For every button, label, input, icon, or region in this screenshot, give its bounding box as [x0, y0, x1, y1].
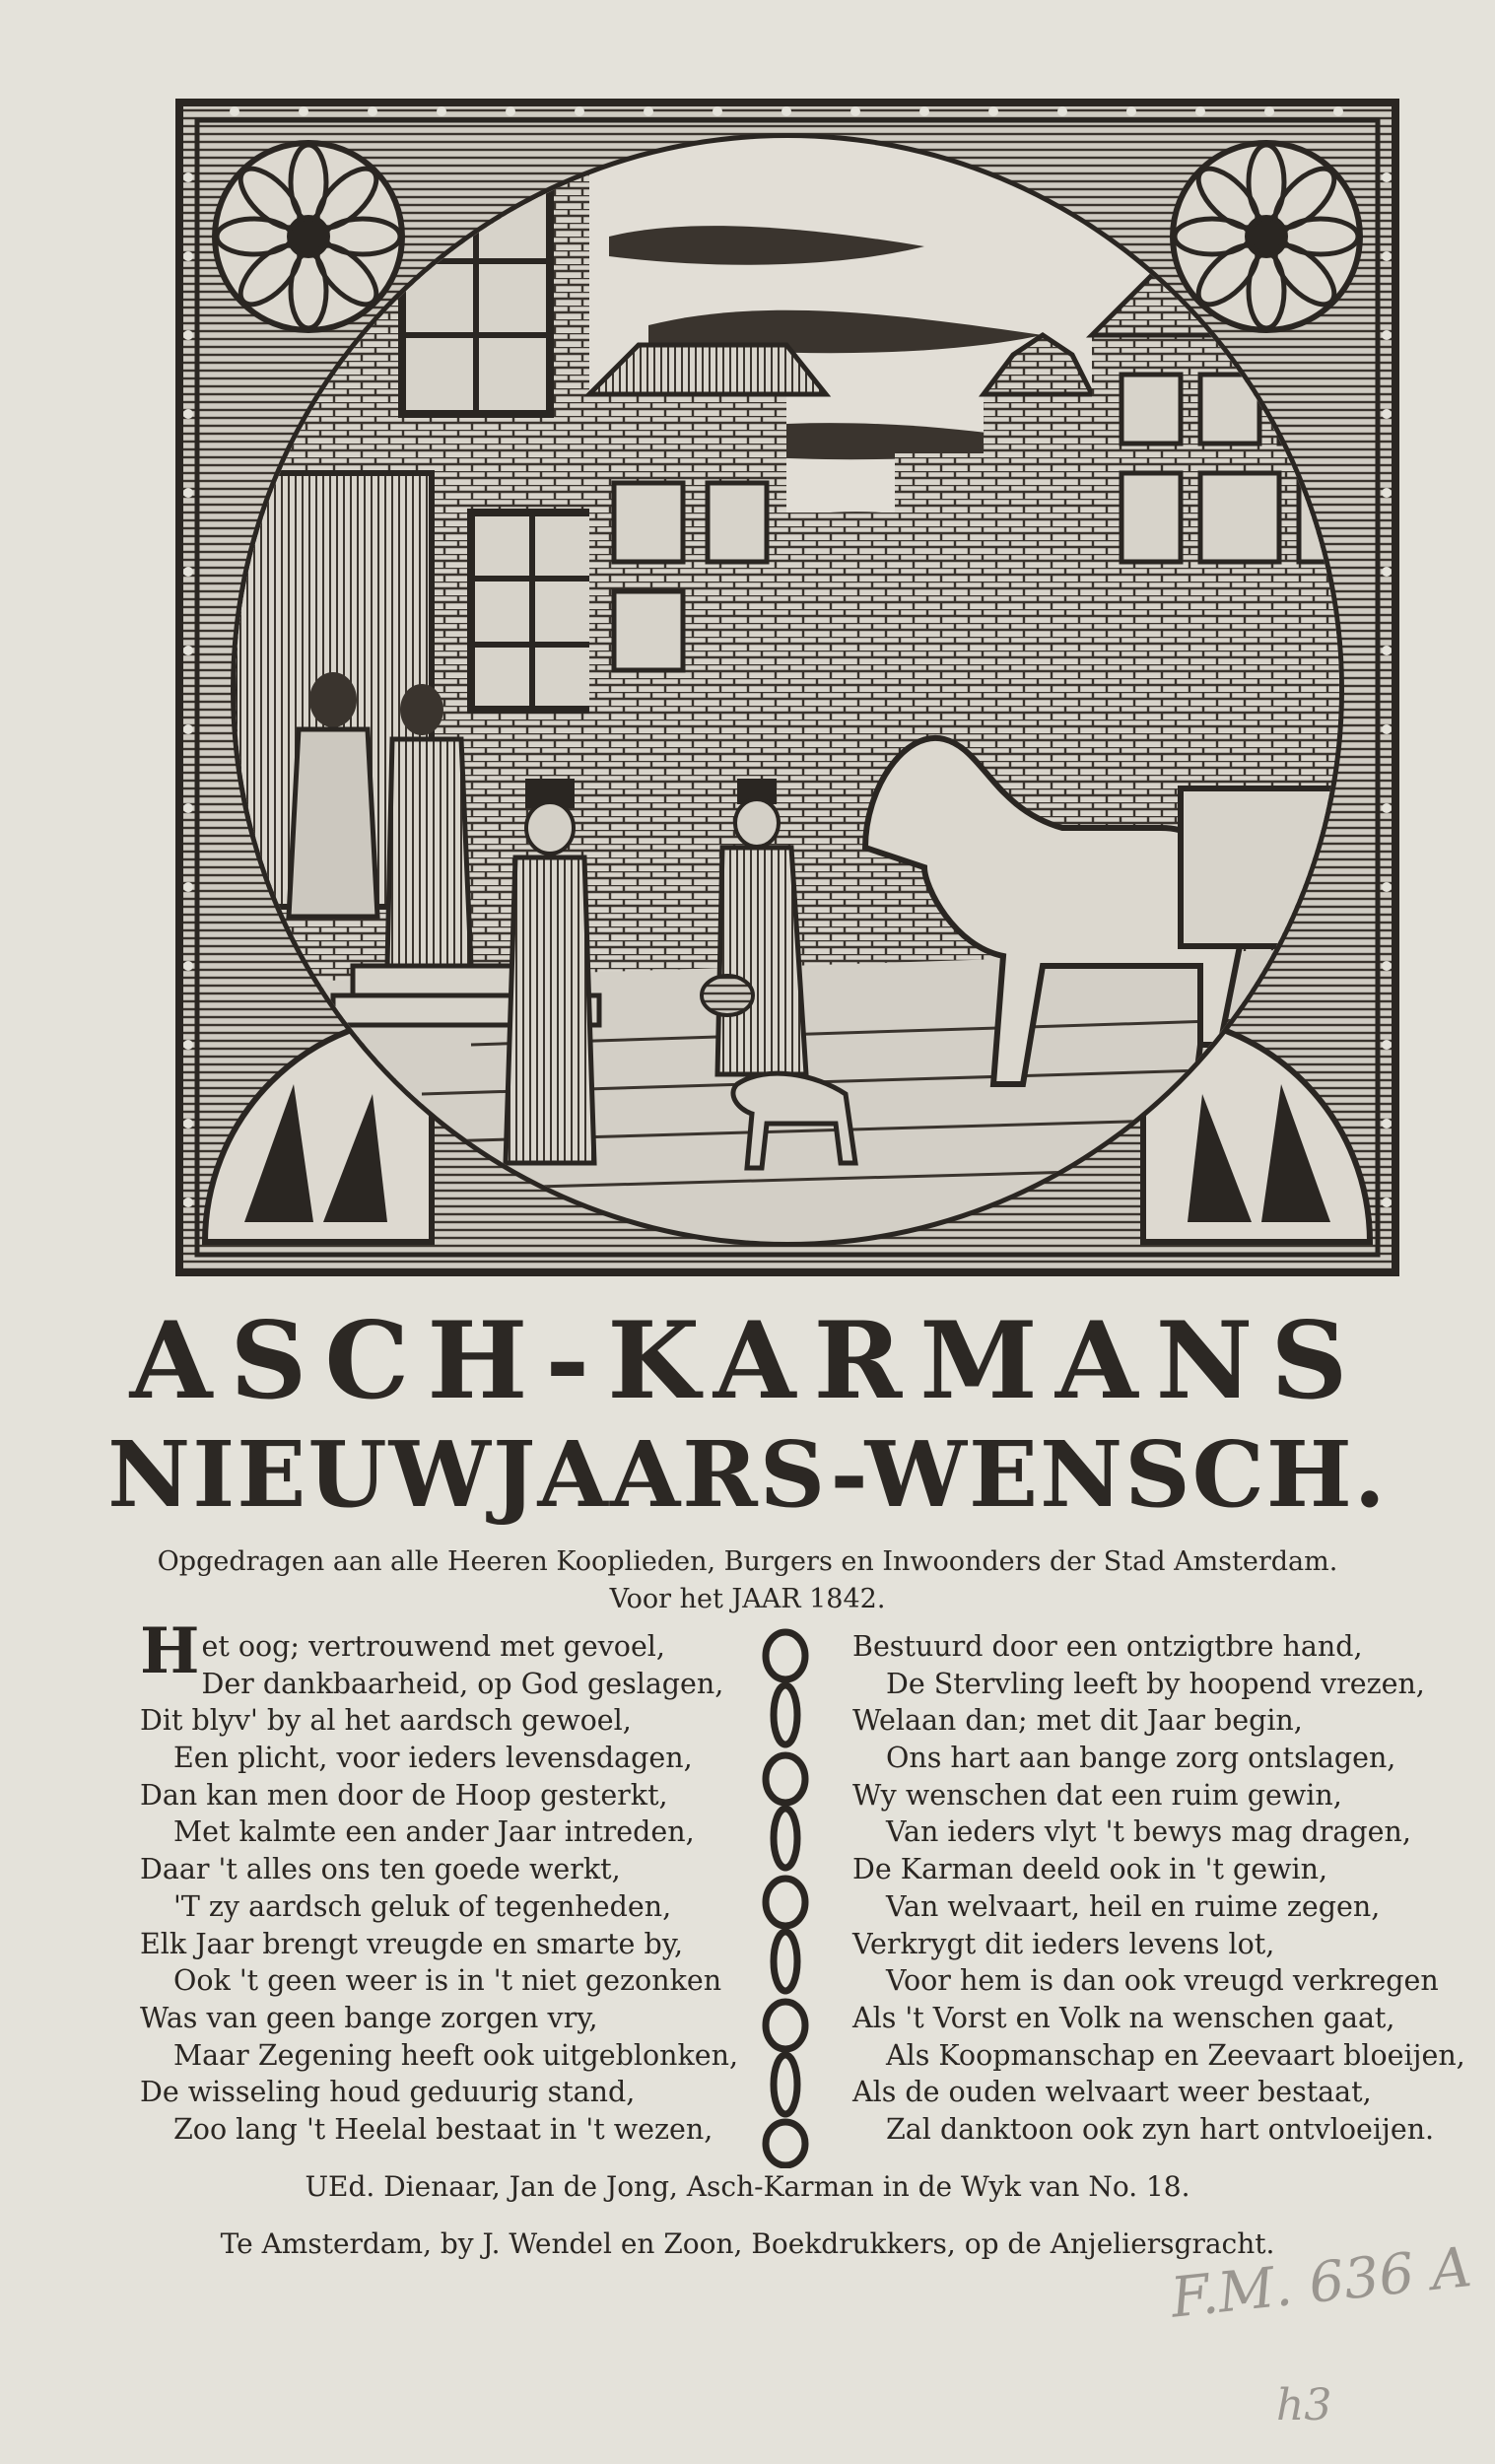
drop-cap: H: [140, 1614, 200, 1688]
poem-line: Ons hart aan bange zorg ontslagen,: [886, 1742, 1396, 1775]
page-subtitle-title: NIEUWJAARS-WENSCH.: [107, 1421, 1388, 1528]
poem-line: 'T zy aardsch geluk of tegenheden,: [173, 1889, 672, 1923]
poem-line: De wisseling houd geduurig stand,: [140, 2076, 636, 2109]
archive-reference: F.M. 636 A: [1168, 2235, 1475, 2331]
poem-line: Met kalmte een ander Jaar intreden,: [173, 1815, 695, 1849]
woodcut-illustration: [175, 99, 1399, 1276]
poem-line: Ook 't geen weer is in 't niet gezonken: [173, 1964, 722, 1998]
poem-line: Zal danktoon ook zyn hart ontvloeijen.: [886, 2112, 1435, 2146]
poem-line: Bestuurd door een ontzigtbre hand,: [852, 1630, 1363, 1663]
poem-line: Daar 't alles ons ten goede werkt,: [140, 1853, 621, 1886]
poem-line: Elk Jaar brengt vreugde en smarte by,: [140, 1927, 684, 1960]
poem-line: Van ieders vlyt 't bewys mag dragen,: [886, 1815, 1411, 1849]
year-text: Voor het JAAR 1842.: [609, 1584, 886, 1614]
poem-line: Der dankbaarheid, op God geslagen,: [201, 1667, 724, 1700]
poem-line: Maar Zegening heeft ook uitgeblonken,: [173, 2038, 739, 2072]
poem-line: Dan kan men door de Hoop gesterkt,: [140, 1778, 668, 1812]
ornamental-chain-icon: [751, 1626, 820, 2168]
street-scene-icon: [175, 99, 1399, 1276]
poem-line: Van welvaart, heil en ruime zegen,: [886, 1889, 1381, 1923]
poem-line: Als de ouden welvaart weer bestaat,: [852, 2076, 1372, 2109]
poem-line: Als Koopmanschap en Zeevaart bloeijen,: [886, 2038, 1465, 2072]
dedication-text: Opgedragen aan alle Heeren Kooplieden, Burgers en Inwoonders der Stad Amsterdam.: [157, 1546, 1338, 1577]
poem-line: Welaan dan; met dit Jaar begin,: [852, 1704, 1303, 1738]
poem-line: Was van geen bange zorgen vry,: [140, 2001, 598, 2034]
printer-imprint: Te Amsterdam, by J. Wendel en Zoon, Boekdrukkers, op de Anjeliersgracht.: [220, 2227, 1275, 2260]
archive-mark: [1168, 2235, 1483, 2444]
poem-line: De Karman deeld ook in 't gewin,: [852, 1853, 1328, 1886]
poem-line: Als 't Vorst en Volk na wenschen gaat,: [852, 2001, 1395, 2034]
signature-line: UEd. Dienaar, Jan de Jong, Asch-Karman in de Wyk van No. 18.: [305, 2170, 1190, 2203]
page-title: ASCH-KARMANS: [129, 1299, 1366, 1423]
dedication-block: [0, 1543, 1495, 1618]
poem-line: Dit blyv' by al het aardsch gewoel,: [140, 1704, 632, 1738]
poem-left-column: [140, 1614, 739, 2149]
poem-right-column: [852, 1628, 1465, 2149]
poem-line: Verkrygt dit ieders levens lot,: [852, 1927, 1275, 1960]
archive-subnumber: h3: [1276, 2380, 1332, 2430]
poem-line: Wy wenschen dat een ruim gewin,: [852, 1778, 1342, 1812]
poem-line: Een plicht, voor ieders levensdagen,: [173, 1742, 693, 1775]
poem-line-text: et oog; vertrouwend met gevoel,: [201, 1630, 665, 1663]
poem-line: Zoo lang 't Heelal bestaat in 't wezen,: [173, 2112, 714, 2146]
poem-line: Voor hem is dan ook vreugd verkregen: [886, 1964, 1439, 1998]
poem-line: De Stervling leeft by hoopend vrezen,: [886, 1667, 1425, 1700]
